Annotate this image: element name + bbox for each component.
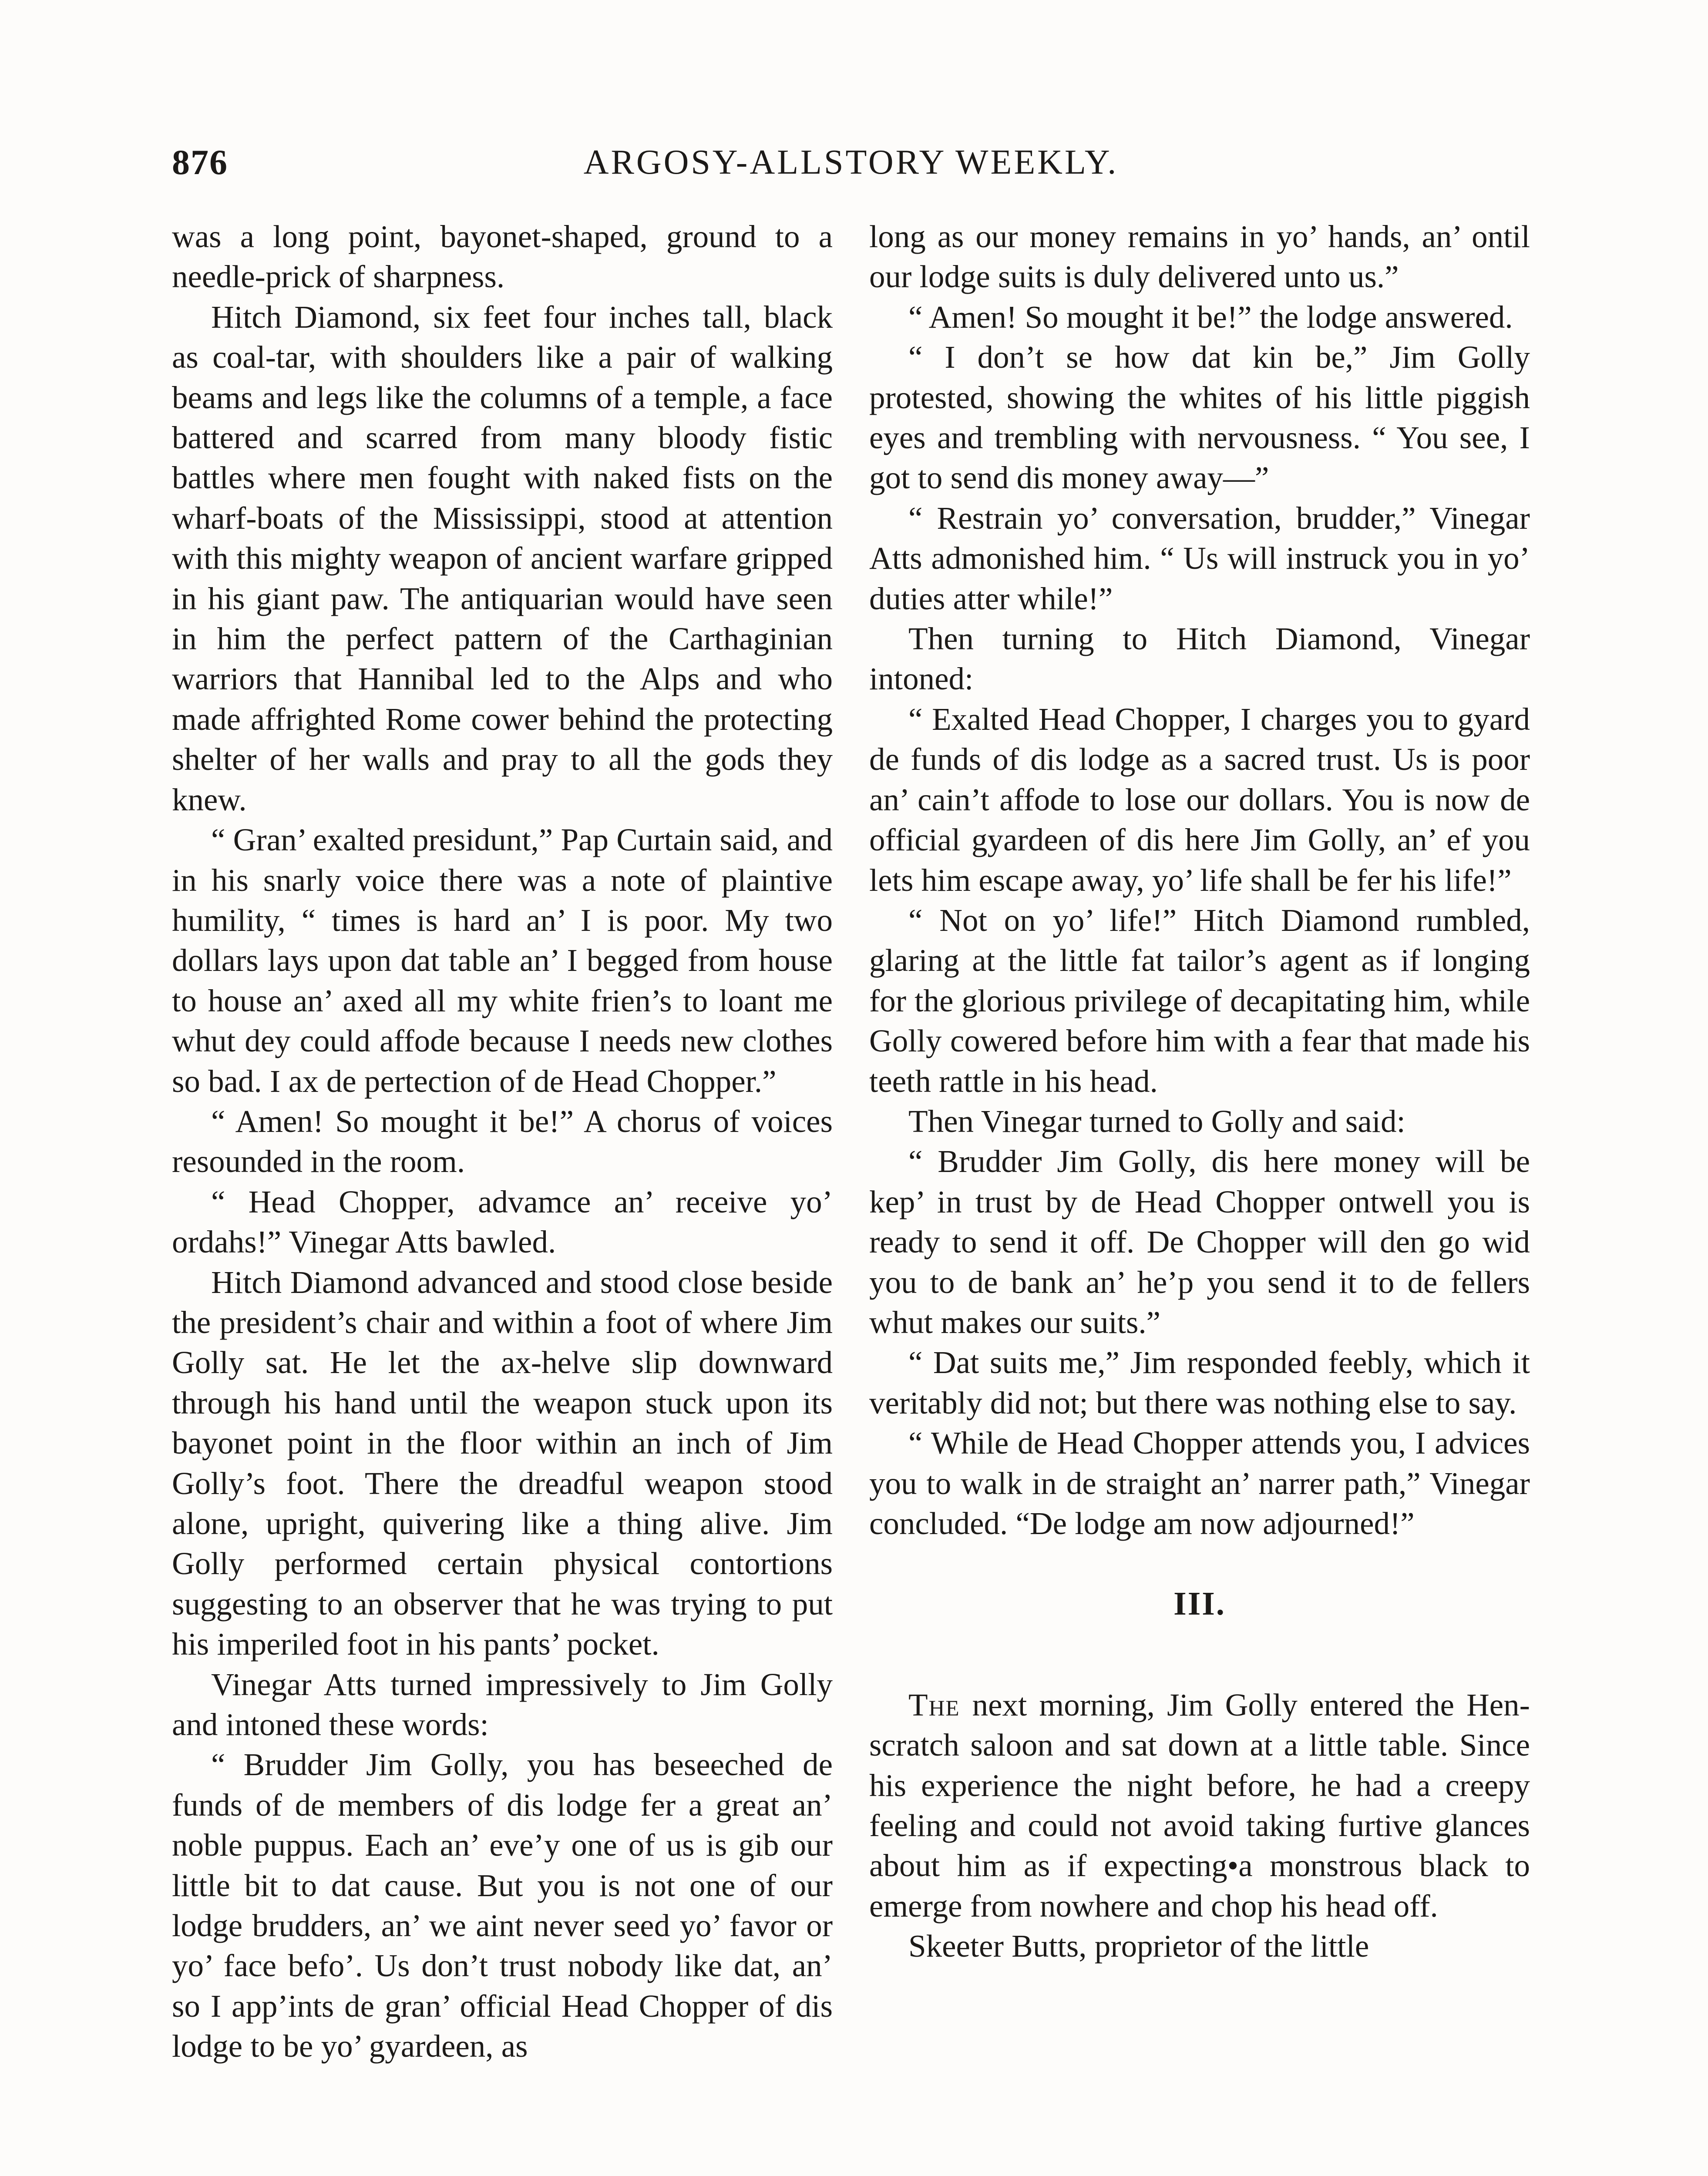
paragraph: “ Amen! So mought it be!” the lodge answered. [908, 299, 1513, 335]
left-column [172, 217, 833, 2067]
paragraph: “ While de Head Chopper attends you, I advices you to walk in de straight an’ narrer path,” Vinegar concluded. “De lodge am now adjourned!” [869, 1425, 1530, 1541]
paragraph: long as our money remains in yo’ hands, an’ ontil our lodge suits is duly delivered unto us.” [869, 219, 1530, 295]
paragraph: Skeeter Butts, proprietor of the little [908, 1928, 1369, 1964]
paragraph: “ Restrain yo’ conversation, brudder,” Vinegar Atts admonished him. “ Us will instruck you in yo’ duties atter while!” [869, 500, 1530, 616]
paragraph: Then turning to Hitch Diamond, Vinegar intoned: [869, 621, 1530, 697]
paragraph: “ Head Chopper, advamce an’ receive yo’ ordahs!” Vinegar Atts bawled. [172, 1184, 833, 1260]
paragraph: Hitch Diamond advanced and stood close beside the president’s chair and within a foot of where Jim Golly sat. He let the ax-helve slip downward through his hand until the weapon stuck upon its bayonet point in the floor within an inch of Jim Golly’s foot. There the dreadful weapon stood alone, upright, quivering like a thing alive. Jim Golly performed certain physical contortions suggesting to an observer that he was trying to put his imperiled foot in his pants’ pocket. [172, 1264, 833, 1662]
running-title: ARGOSY-ALLSTORY WEEKLY. [583, 143, 1119, 181]
paragraph: “ Gran’ exalted presidunt,” Pap Curtain said, and in his snarly voice there was a note of plaintive humility, “ times is hard an’ I is poor. My two dollars lays upon dat table an’ I begged from house to house an’ axed all my white frien’s to loant me whut dey could affode because I needs new clothes so bad. I ax de pertection of de Head Chopper.” [172, 822, 833, 1099]
paragraph-text: next morning, Jim Golly entered the Hen-scratch saloon and sat down at a little table. Since his experience the night before, he had a creepy feeling and could not avoid taking furtive glances about him as if expecting•a monstrous black to emerge from nowhere and chop his head off. [869, 1687, 1530, 1924]
paragraph: Then Vinegar turned to Golly and said: [908, 1103, 1405, 1139]
page-header [172, 138, 1530, 186]
paragraph: “ Not on yo’ life!” Hitch Diamond rumbled, glaring at the little fat tailor’s agent as if longing for the glorious privilege of decapitating him, while Golly cowered before him with a fear that made his teeth rattle in his head. [869, 902, 1530, 1099]
section-heading: III. [1173, 1585, 1226, 1622]
paragraph: “ Brudder Jim Golly, dis here money will be kep’ in trust by de Head Chopper ontwell you is ready to send it off. De Chopper will den go wid you to de bank an’ he’p you send it to de fellers whut makes our suits.” [869, 1144, 1530, 1340]
paragraph: Hitch Diamond, six feet four inches tall, black as coal-tar, with shoulders like a pair of walking beams and legs like the columns of a temple, a face battered and scarred from many bloody fistic battles where men fought with naked fists on the wharf-boats of the Mississippi, stood at attention with this mighty weapon of ancient warfare gripped in his giant paw. The antiquarian would have seen in him the perfect pattern of the Carthaginian warriors that Hannibal led to the Alps and who made affrighted Rome cower behind the protecting shelter of her walls and pray to all the gods they knew. [172, 299, 833, 817]
paragraph: “ I don’t se how dat kin be,” Jim Golly protested, showing the whites of his little piggish eyes and trembling with nervousness. “ You see, I got to send dis money away—” [869, 339, 1530, 496]
paragraph: “ Brudder Jim Golly, you has beseeched de funds of de members of dis lodge fer a great an’ noble puppus. Each an’ eve’y one of us is gib our little bit to dat cause. But you is not one of our lodge brudders, an’ we aint never seed yo’ favor or yo’ face befo’. Us don’t trust nobody like dat, an’ so I app’ints de gran’ official Head Chopper of dis lodge to be yo’ gyardeen, as [172, 1747, 833, 2064]
lead-in-smallcaps: The [908, 1687, 960, 1723]
paragraph: “ Exalted Head Chopper, I charges you to gyard de funds of dis lodge as a sacred trust. Us is poor an’ cain’t affode to lose our dollars. You is now de official gyardeen of dis here Jim Golly, an’ ef you lets him escape away, yo’ life shall be fer his life!” [869, 701, 1530, 898]
paragraph: “ Amen! So mought it be!” A chorus of voices resounded in the room. [172, 1103, 833, 1179]
page-number: 876 [172, 142, 228, 182]
paragraph: was a long point, bayonet-shaped, ground to a needle-prick of sharpness. [172, 219, 833, 295]
paragraph [869, 1685, 1530, 1926]
paragraph: Vinegar Atts turned impressively to Jim Golly and intoned these words: [172, 1666, 833, 1743]
paragraph: “ Dat suits me,” Jim responded feebly, which it veritably did not; but there was nothing else to say. [869, 1345, 1530, 1420]
right-column [869, 217, 1530, 1967]
